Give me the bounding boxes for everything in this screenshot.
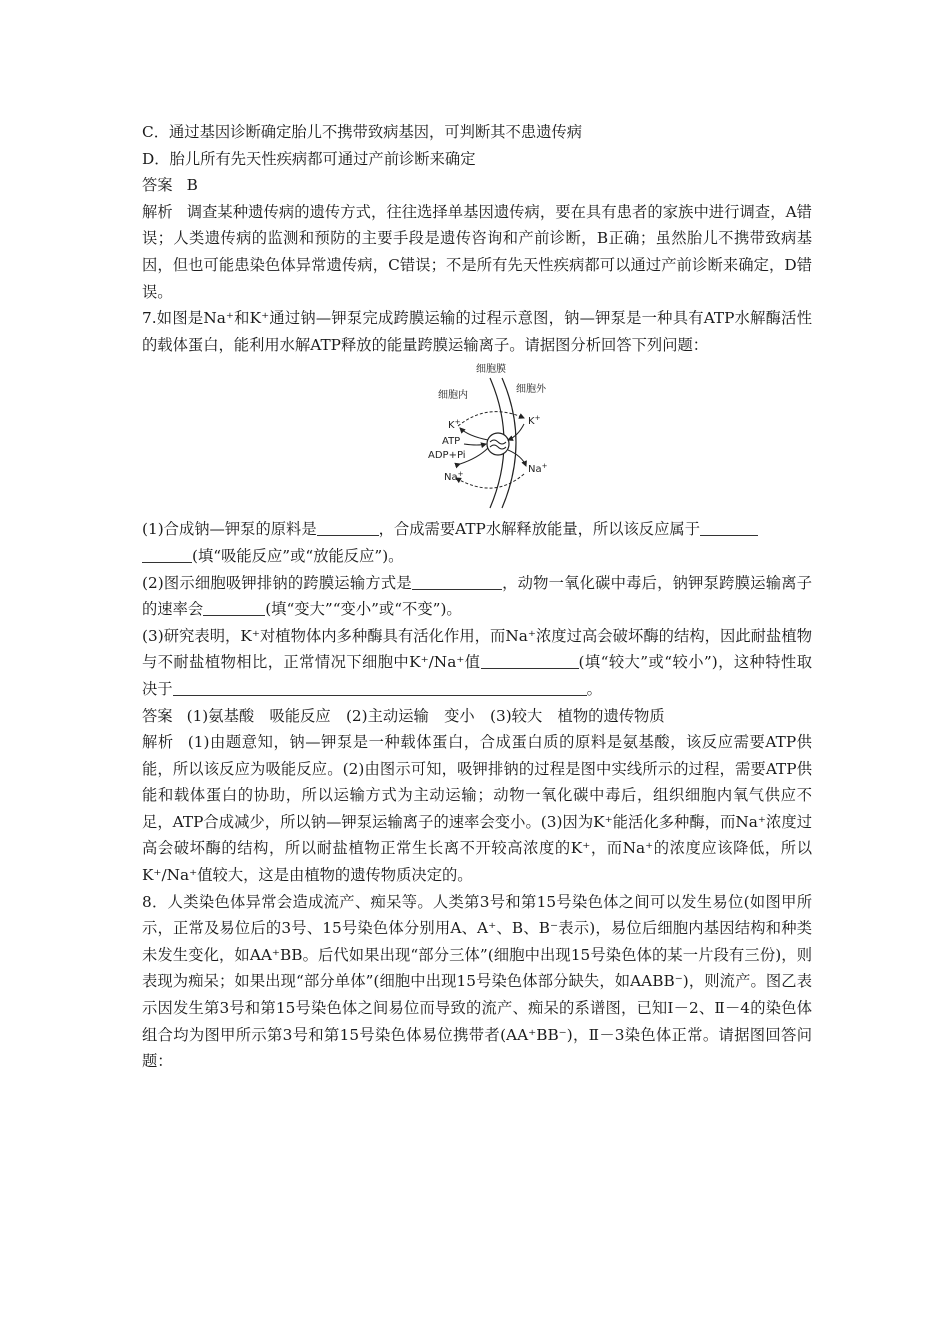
k-inside-label: K+ <box>448 418 461 432</box>
answer-label: 答案 <box>142 176 173 195</box>
answer-blank[interactable] <box>700 519 758 536</box>
answer-blank[interactable] <box>317 519 379 536</box>
membrane-label: 细胞膜 <box>476 364 506 376</box>
question-7-part-3: (3)研究表明，K⁺对植物体内多种酶具有活化作用，而Na⁺浓度过高会破坏酶的结构，因此耐盐植物与不耐盐植物相比，正常情况下细胞中K⁺/Na⁺值 (填“较大”或“较小”)，这种特性取决于 。 <box>142 626 812 698</box>
question-7-part-1: (1)合成钠—钾泵的原料是 ，合成需要ATP水解释放能量，所以该反应属于 (填“吸能反应”或“放能反应”)。 <box>142 516 812 569</box>
outside-cell-label: 细胞外 <box>516 384 546 396</box>
atp-label: ATP <box>442 436 461 448</box>
answer-blank[interactable] <box>481 652 579 669</box>
answer-label: 答案 <box>142 706 173 725</box>
question-6-option-d: D．胎儿所有先天性疾病都可通过产前诊断来确定 <box>142 149 476 168</box>
answer-value: B <box>186 176 198 195</box>
analysis-text: (1)由题意知，钠—钾泵是一种载体蛋白，合成蛋白质的原料是氨基酸，该反应需要ATP供能，所以该反应为吸能反应。(2)由图示可知，吸钾排钠的过程是图中实线所示的过程，需要ATP供能和载体蛋白的协助，所以运输方式为主动运输；动物一氧化碳中毒后，组织细胞内氧气供应不足，ATP合成减少，所以钠—钾泵运输离子的速率会变小。(3)因为K⁺能活化多种酶，而Na⁺浓度过高会破坏酶的结构，所以耐盐植物正常生长离不开较高浓度的K⁺，而Na⁺的浓度应该降低，所以K⁺/Na⁺值较大，这是由植物的遗传物质决定的。 <box>142 733 812 885</box>
na-outside-label: Na+ <box>528 462 548 476</box>
pump-protein-shape <box>487 433 509 455</box>
answer-blank[interactable] <box>142 546 192 563</box>
answer-value: (1)氨基酸 吸能反应 (2)主动运输 变小 (3)较大 植物的遗传物质 <box>186 706 665 725</box>
question-7-stem: 7.如图是Na⁺和K⁺通过钠—钾泵完成跨膜运输的过程示意图，钠—钾泵是一种具有ATP水解酶活性的载体蛋白，能利用水解ATP释放的能量跨膜运输离子。请据图分析回答下列问题： <box>142 309 812 354</box>
answer-blank[interactable] <box>203 599 265 616</box>
inside-cell-label: 细胞内 <box>438 390 468 402</box>
analysis-label: 解析 <box>142 202 173 221</box>
document-content <box>142 119 812 1075</box>
question-8-stem: 8．人类染色体异常会造成流产、痴呆等。人类第3号和第15号染色体之间可以发生易位(如图甲所示，正常及易位后的3号、15号染色体分别用A、A⁺、B、B⁻表示)，易位后细胞内基因结构和种类未发生变化，如AA⁺BB。后代如果出现“部分三体”(细胞中出现15号染色体的某一片段有三份)，则表现为痴呆；如果出现“部分单体”(细胞中出现15号染色体部分缺失，如AABB⁻)，则流产。图乙表示因发生第3号和第15号染色体之间易位而导致的流产、痴呆的系谱图，已知Ⅰ－2、Ⅱ－4的染色体组合均为图甲所示第3号和第15号染色体易位携带者(AA⁺BB⁻)，Ⅱ－3染色体正常。请据图回答问题： <box>142 892 812 1071</box>
sodium-potassium-pump-diagram <box>398 362 558 512</box>
question-7-answer <box>142 703 812 730</box>
adp-pi-label: ADP+Pi <box>428 450 466 462</box>
answer-blank[interactable] <box>412 573 502 590</box>
question-6-analysis <box>142 199 812 305</box>
analysis-label: 解析 <box>142 733 174 752</box>
na-inside-label: Na+ <box>444 470 464 484</box>
question-6-option-c: C．通过基因诊断确定胎儿不携带致病基因，可判断其不患遗传病 <box>142 123 583 141</box>
question-7-part-2: (2)图示细胞吸钾排钠的跨膜运输方式是 ，动物一氧化碳中毒后，钠钾泵跨膜运输离子的速率会 (填“变大”“变小”或“不变”)。 <box>142 573 812 619</box>
question-6-answer <box>142 172 812 199</box>
question-7-analysis <box>142 729 812 889</box>
analysis-text: 调查某种遗传病的遗传方式，往往选择单基因遗传病，要在具有患者的家族中进行调查，A错误；人类遗传病的监测和预防的主要手段是遗传咨询和产前诊断，B正确；虽然胎儿不携带致病基因，但也可能患染色体异常遗传病，C错误；不是所有先天性疾病都可以通过产前诊断来确定，D错误。 <box>142 202 812 301</box>
answer-blank[interactable] <box>173 679 587 696</box>
k-outside-label: K+ <box>528 414 541 428</box>
